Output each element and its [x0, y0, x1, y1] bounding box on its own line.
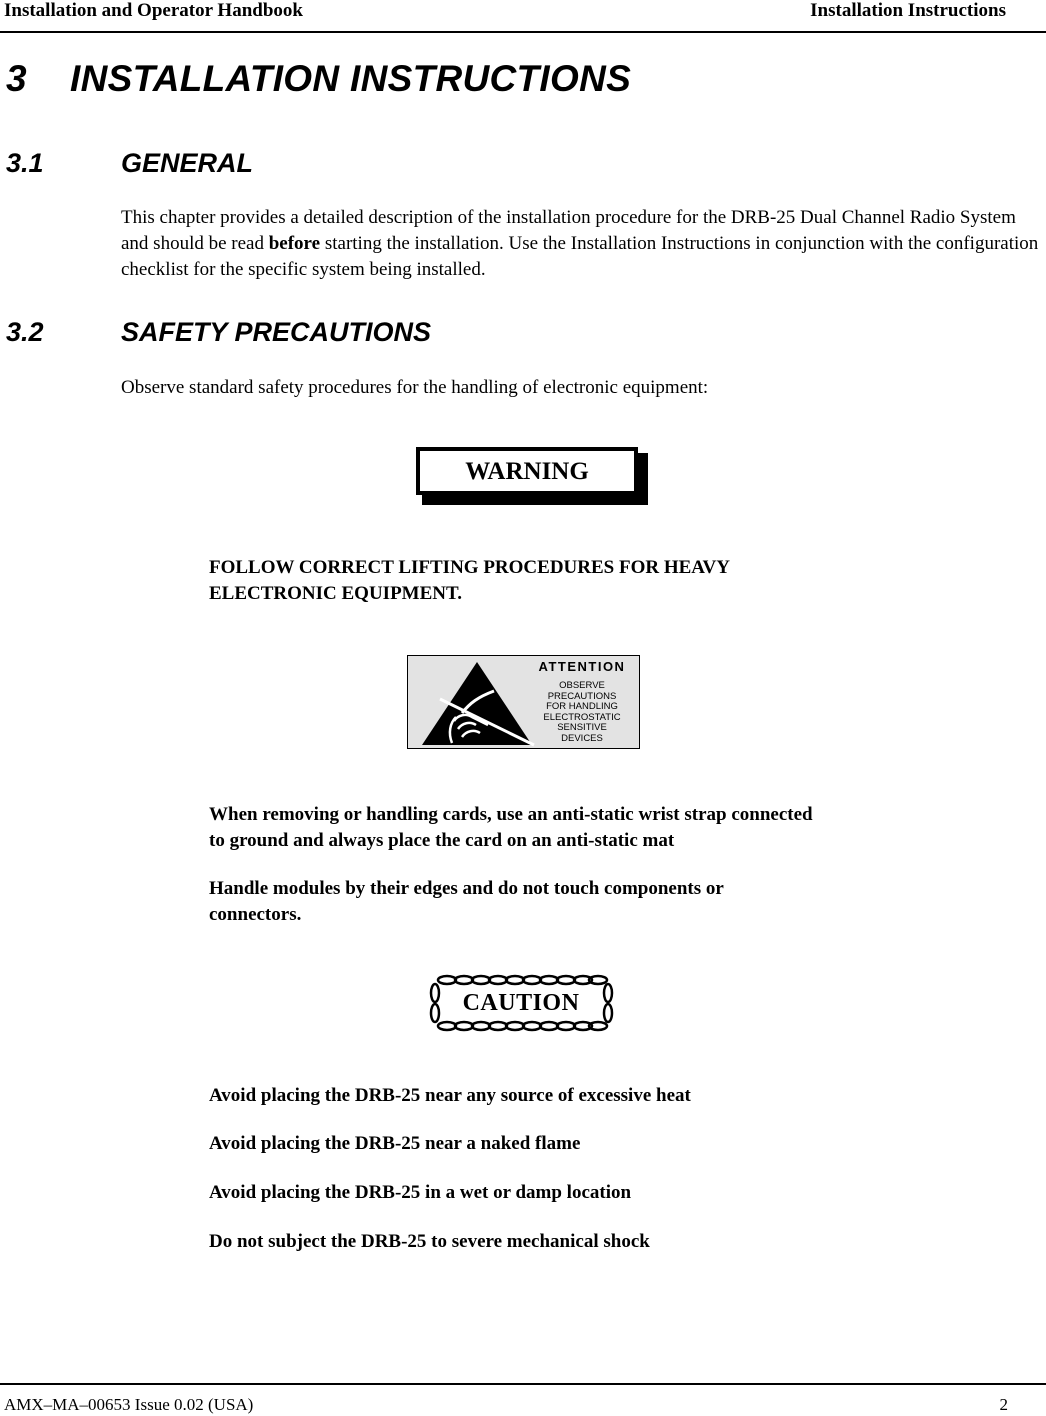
caution-item: Avoid placing the DRB-25 near any source of excessive heat [209, 1085, 691, 1106]
warning-label: WARNING [465, 458, 589, 485]
emphasis-before: before [268, 233, 321, 254]
caution-label: CAUTION [462, 990, 580, 1016]
safety-intro: Observe standard safety procedures for the handling of electronic equipment: [121, 377, 709, 398]
esd-title: ATTENTION [538, 659, 626, 674]
section-safety-title: SAFETY PRECAUTIONS [121, 317, 432, 347]
warning-text: FOLLOW CORRECT LIFTING PROCEDURES FOR HEAVY ELECTRONIC EQUIPMENT. [209, 557, 730, 604]
caution-box [428, 973, 614, 1033]
footer-rule [0, 1383, 1046, 1385]
esd-notice: OBSERVE PRECAUTIONS FOR HANDLING ELECTROSTATIC SENSITIVE DEVICES [543, 680, 621, 744]
caution-item: Do not subject the DRB-25 to severe mechanical shock [209, 1231, 650, 1252]
chapter-number: 3 [6, 58, 27, 99]
footer-doc-id: AMX–MA–00653 Issue 0.02 (USA) [4, 1395, 254, 1414]
section-general-number: 3.1 [6, 148, 44, 178]
section-safety-number: 3.2 [6, 317, 44, 347]
caution-item: Avoid placing the DRB-25 in a wet or damp location [209, 1182, 632, 1203]
esd-text-1: When removing or handling cards, use an anti-static wrist strap connected to ground and always place the card on an anti-static mat [209, 804, 813, 851]
general-paragraph: This chapter provides a detailed description of the installation procedure for the DRB-25 Dual Channel Radio System and should be read before starting the installation. Use the Installation Instructions in conjunction with the configuration checklist for the specific system being installed. [121, 207, 1039, 280]
esd-text-2: Handle modules by their edges and do not touch components or connectors. [209, 878, 724, 925]
caution-item: Avoid placing the DRB-25 near a naked flame [209, 1133, 581, 1154]
header-rule [0, 31, 1046, 33]
running-header-left: Installation and Operator Handbook [4, 0, 303, 21]
footer-page-number: 2 [999, 1395, 1008, 1414]
running-header-right: Installation Instructions [810, 0, 1006, 21]
chapter-title: INSTALLATION INSTRUCTIONS [70, 58, 632, 99]
esd-hand-triangle-icon [418, 659, 536, 747]
esd-attention-label [407, 655, 640, 749]
section-general-title: GENERAL [121, 148, 254, 178]
warning-box [416, 447, 638, 495]
